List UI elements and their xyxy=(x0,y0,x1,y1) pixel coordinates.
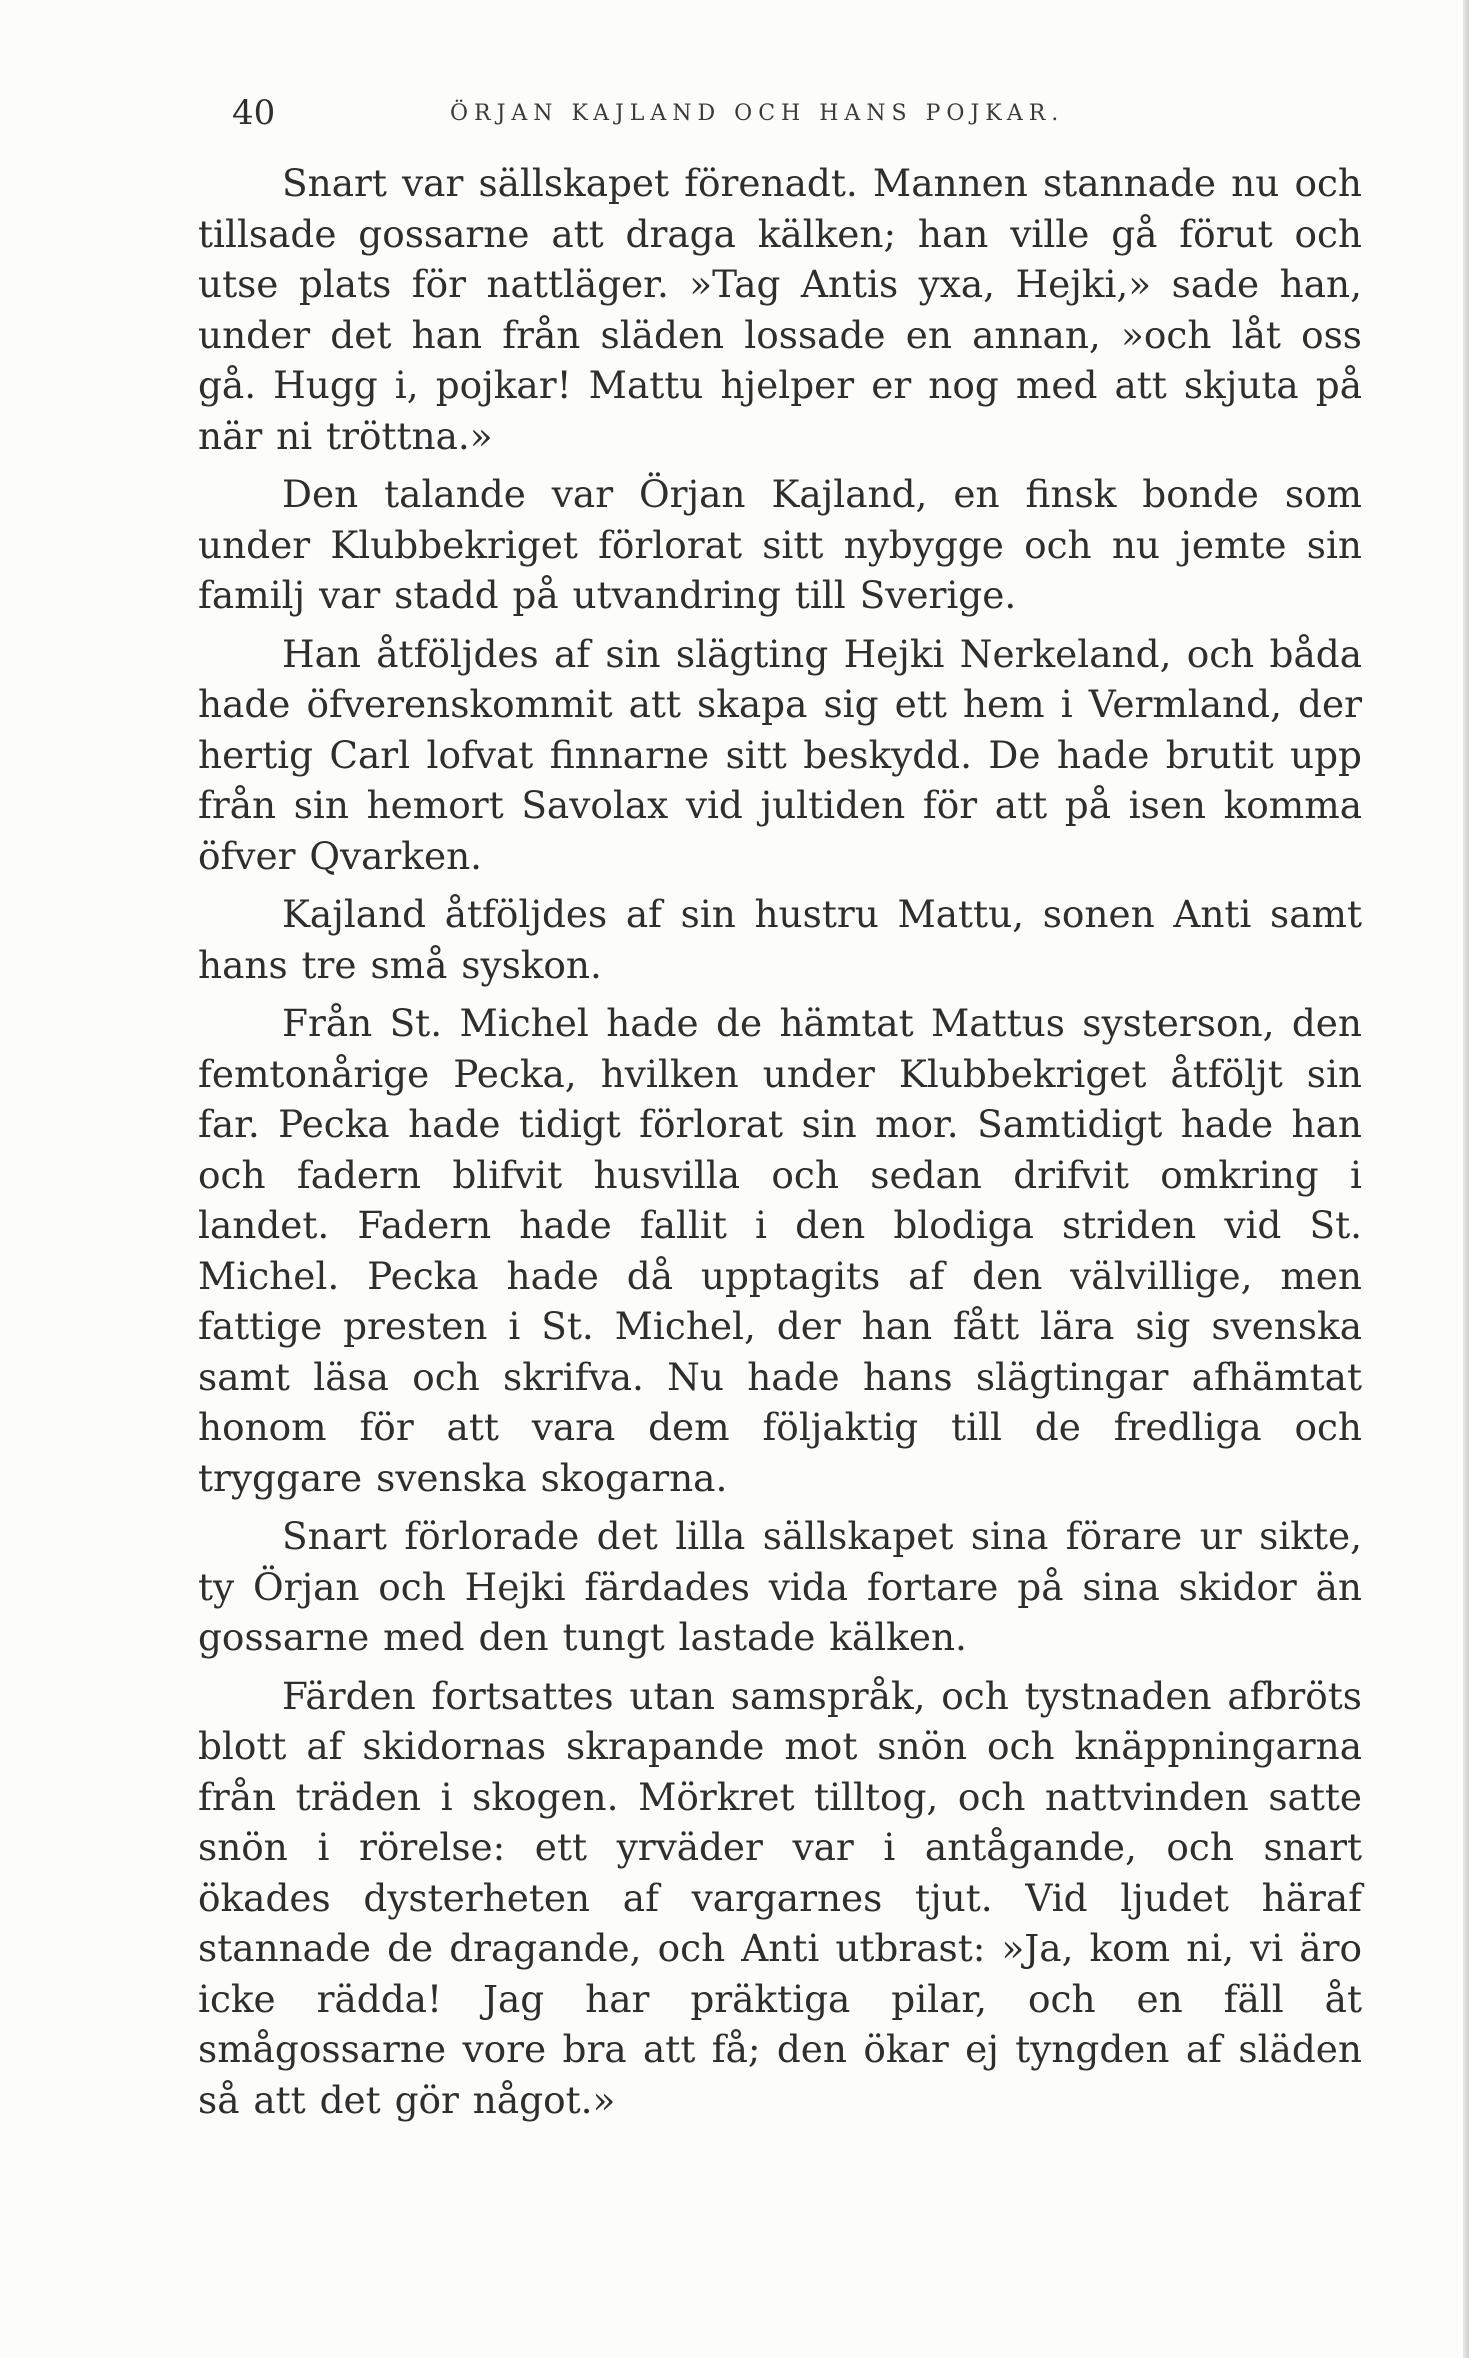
running-title: ÖRJAN KAJLAND OCH HANS POJKAR. xyxy=(450,101,1065,126)
paragraph: Han åtföljdes af sin slägting Hejki Nerkeland, och båda hade öfverenskommit att skapa sig ett hem i Vermland, der hertig Carl lofvat finnarne sitt beskydd. De hade brutit upp från sin hemort Savolax vid jultiden för att på isen komma öfver Qvarken. xyxy=(198,631,1362,878)
running-header xyxy=(232,90,1132,136)
paragraph: Kajland åtföljdes af sin hustru Mattu, sonen Anti samt hans tre små syskon. xyxy=(198,892,1362,987)
page-number: 40 xyxy=(232,93,276,133)
paragraph: Färden fortsattes utan samspråk, och tystnaden afbröts blott af skidornas skrapande mot snön och knäppningarna från träden i skogen. Mörkret tilltog, och nattvinden satte snön i rörelse: ett yrväder var i antågande, och snart ökades dysterheten af vargarnes tjut. Vid ljudet häraf stannade de dragande, och Anti utbrast: »Ja, kom ni, vi äro icke rädda! Jag har präktiga pilar, och en fäll åt smågossarne vore bra att få; den ökar ej tyngden af släden så att det gör något.» xyxy=(198,1673,1362,2122)
body-text xyxy=(198,158,1362,2133)
paragraph: Den talande var Örjan Kajland, en finsk bonde som under Klubbekriget förlorat sitt nybygge och nu jemte sin familj var stadd på utvandring till Sverige. xyxy=(198,472,1362,617)
paragraph: Snart förlorade det lilla sällskapet sina förare ur sikte, ty Örjan och Hejki färdades vida fortare på sina skidor än gossarne med den tungt lastade kälken. xyxy=(198,1514,1362,1659)
paragraph: Snart var sällskapet förenadt. Mannen stannade nu och tillsade gossarne att draga kälken; han ville gå förut och utse plats för nattläger. »Tag Antis yxa, Hejki,» sade han, under det han från släden lossade en annan, »och låt oss gå. Hugg i, pojkar! Mattu hjelper er nog med att skjuta på när ni tröttna.» xyxy=(198,161,1362,458)
page-edge-shadow xyxy=(1463,0,1469,2358)
paragraph: Från St. Michel hade de hämtat Mattus systerson, den femtonårige Pecka, hvilken under Klubbekriget åtföljt sin far. Pecka hade tidigt förlorat sin mor. Samtidigt hade han och fadern blifvit husvilla och sedan drifvit omkring i landet. Fadern hade fallit i den blodiga striden vid St. Michel. Pecka hade då upptagits af den välvillige, men fattige presten i St. Michel, der han fått lära sig svenska samt läsa och skrifva. Nu hade hans slägtingar afhämtat honom för att vara dem följaktig till de fredliga och tryggare svenska skogarna. xyxy=(198,1001,1362,1500)
